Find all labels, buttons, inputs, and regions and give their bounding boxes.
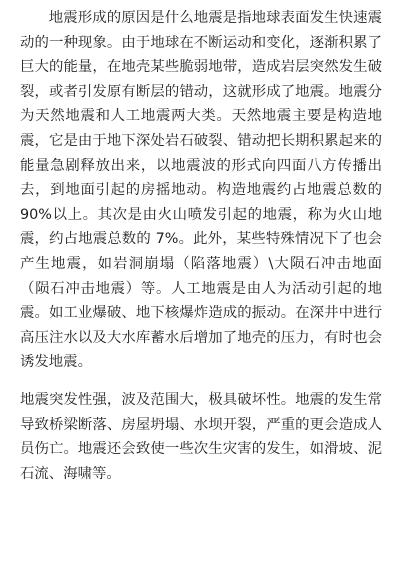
document-body <box>20 6 382 486</box>
paragraph-causes-of-earthquakes: 地震形成的原因是什么地震是指地球表面发生快速震动的一种现象。由于地球在不断运动和变化，逐渐积累了巨大的能量，在地壳某些脆弱地带，造成岩层突然发生破裂，或者引发原有断层的错动，这就形成了地震。地震分为天然地震和人工地震两大类。天然地震主要是构造地震，它是由于地下深处岩石破裂、错动把长期积累起来的能量急剧释放出来，以地震波的形式向四面八方传播出去，到地面引起的房摇地动。构造地震约占地震总数的 90%以上。其次是由火山喷发引起的地震，称为火山地震，约占地震总数的 7%。此外，某些特殊情况下了也会产生地震，如岩洞崩塌（陷落地震）\大陨石冲击地面（陨石冲击地震）等。人工地震是由人为活动引起的地震。如工业爆破、地下核爆炸造成的振动。在深井中进行高压注水以及大水库蓄水后增加了地壳的压力，有时也会诱发地震。 <box>20 10 382 371</box>
paragraph-earthquake-effects: 地震突发性强，波及范围大，极具破坏性。地震的发生常导致桥梁断落、房屋坍塌、水坝开裂，严重的更会造成人员伤亡。地震还会致使一些次生灾害的发生，如滑坡、泥石流、海啸等。 <box>20 391 382 482</box>
